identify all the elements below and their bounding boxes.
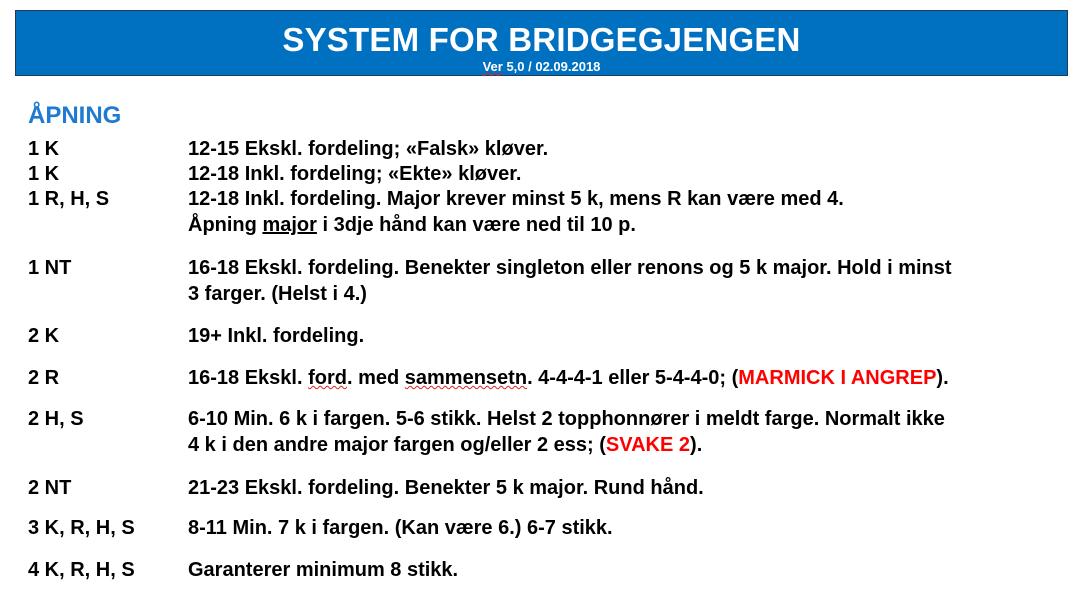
text-segment: ).: [690, 434, 703, 456]
bid-description: [188, 136, 1078, 162]
text-segment: Åpning: [188, 214, 263, 236]
bid-description: [188, 161, 1078, 187]
bid-label: 2 R: [28, 367, 60, 389]
description-line: 12-18 Inkl. fordeling; «Ekte» kløver.: [188, 163, 522, 185]
description-line: Garanterer minimum 8 stikk.: [188, 559, 459, 581]
text-segment: . med: [346, 367, 405, 389]
text-segment: ford: [308, 367, 347, 389]
bid-description: [188, 515, 1078, 541]
description-line: 12-18 Inkl. fordeling. Major krever minst 5 k, mens R kan være med 4.: [188, 188, 844, 210]
document-title: SYSTEM FOR BRIDGEGJENGEN: [282, 21, 801, 58]
text-segment: . 4-4-4-1 eller 5-4-4-0; (: [527, 367, 739, 389]
convention-highlight: MARMICK I ANGREP: [738, 367, 937, 389]
bid-label: 2 K: [28, 325, 60, 347]
description-line: 12-15 Ekskl. fordeling; «Falsk» kløver.: [188, 138, 549, 160]
version-text: 5,0 / 02.09.2018: [502, 59, 601, 74]
version-prefix: Ver: [482, 59, 503, 74]
bid-label: 1 R, H, S: [28, 188, 110, 210]
bid-description: [188, 186, 1078, 238]
bid-label: 3 K, R, H, S: [28, 517, 135, 539]
bid-label: 4 K, R, H, S: [28, 559, 135, 581]
description-line: 6-10 Min. 6 k i fargen. 5-6 stikk. Helst 2 topphonnører i meldt farge. Normalt ikke: [188, 408, 945, 430]
text-segment: 16-18 Ekskl.: [188, 367, 309, 389]
bid-label: 2 NT: [28, 477, 72, 499]
text-segment: 4 k i den andre major fargen og/eller 2 ess; (: [188, 434, 606, 456]
bid-description: [188, 255, 1078, 307]
version-line: [16, 60, 1067, 74]
description-line: 3 farger. (Helst i 4.): [188, 283, 367, 305]
bid-description: [188, 475, 1078, 501]
description-line: 21-23 Ekskl. fordeling. Benekter 5 k major. Rund hånd.: [188, 477, 704, 499]
description-line: 16-18 Ekskl. fordeling. Benekter singleton eller renons og 5 k major. Hold i minst: [188, 257, 952, 279]
description-line: [188, 212, 1078, 238]
bid-description: [188, 557, 1078, 583]
section-heading: ÅPNING: [28, 102, 122, 129]
bid-label: 1 K: [28, 163, 60, 185]
text-segment: sammensetn: [404, 367, 528, 389]
bid-label: 1 NT: [28, 257, 72, 279]
description-line: [188, 432, 1078, 458]
description-line: [188, 365, 1078, 391]
bid-description: [188, 406, 1078, 458]
bid-description: [188, 323, 1078, 349]
description-line: 8-11 Min. 7 k i fargen. (Kan være 6.) 6-7 stikk.: [188, 517, 613, 539]
underlined-word: major: [262, 214, 317, 236]
bid-label: 2 H, S: [28, 408, 84, 430]
document-header: [15, 10, 1068, 76]
convention-highlight: SVAKE 2: [605, 434, 691, 456]
bid-label: 1 K: [28, 138, 60, 160]
bid-description: [188, 365, 1078, 391]
text-segment: i 3dje hånd kan være ned til 10 p.: [316, 214, 636, 236]
text-segment: ).: [936, 367, 949, 389]
description-line: 19+ Inkl. fordeling.: [188, 325, 365, 347]
